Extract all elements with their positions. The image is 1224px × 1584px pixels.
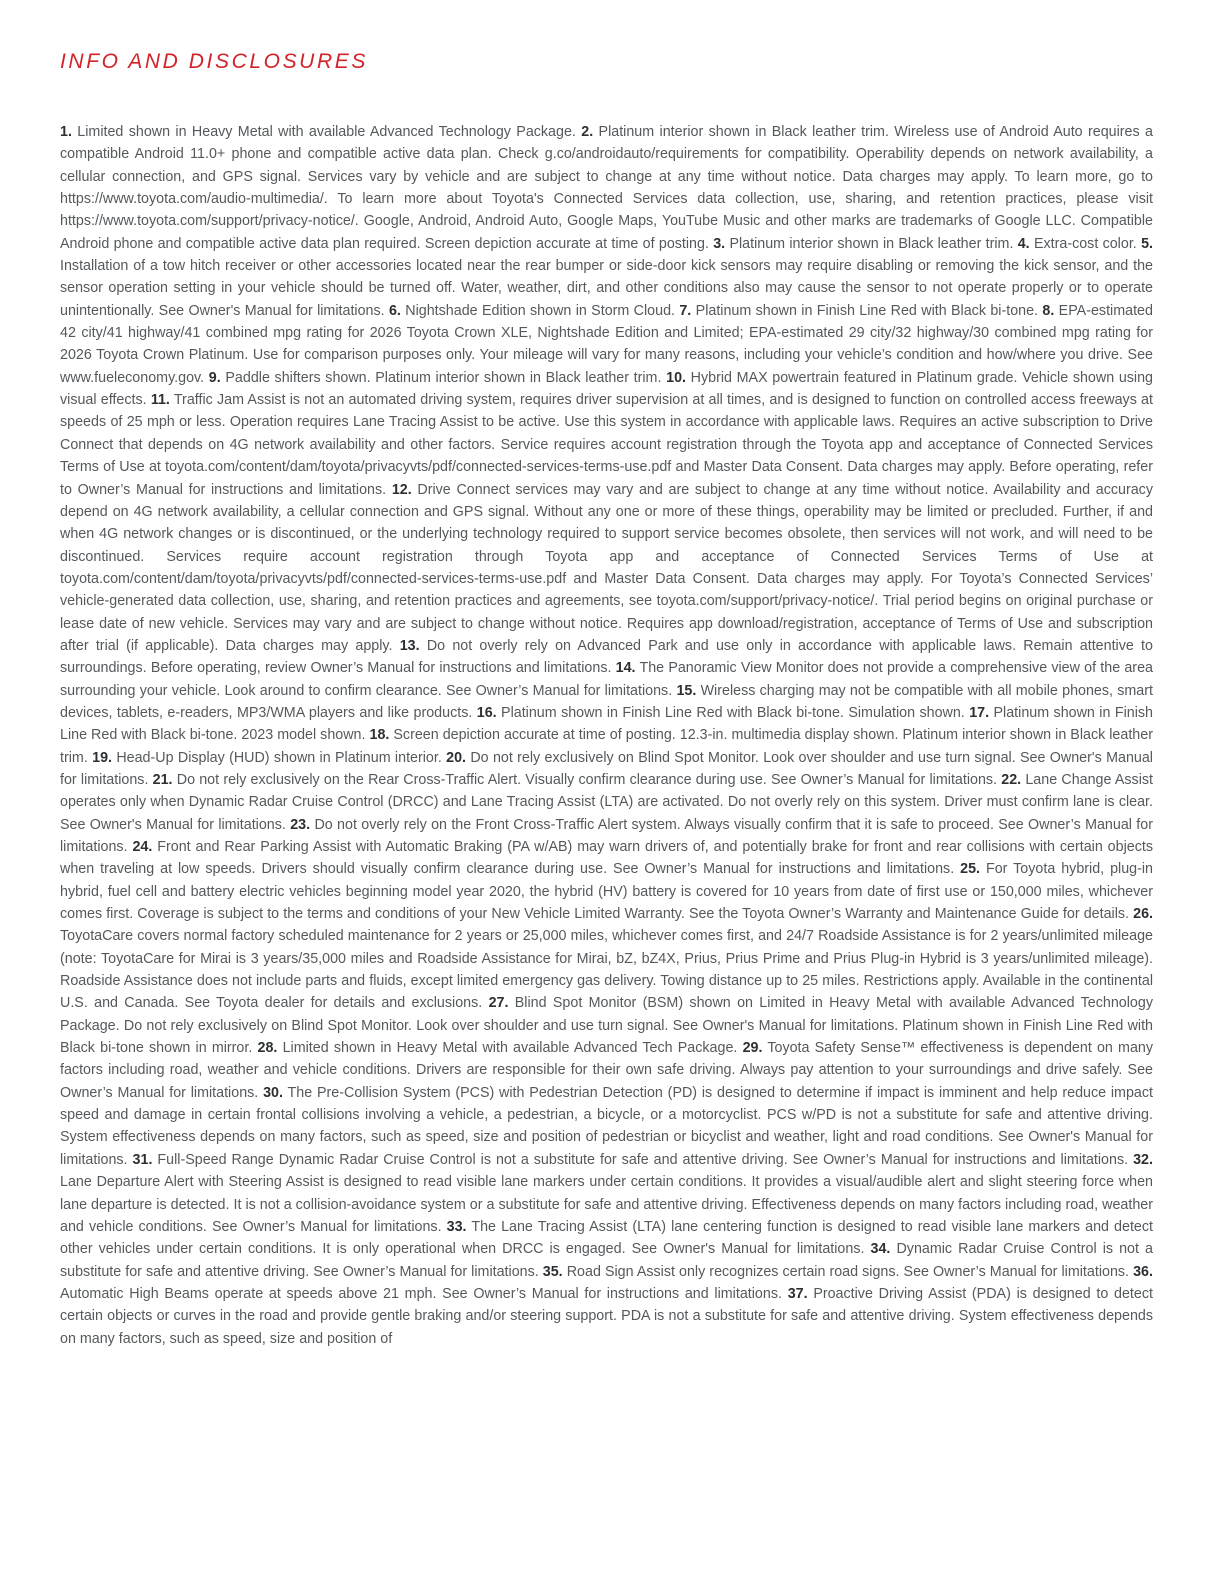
footnote-number: 21. xyxy=(152,771,173,788)
footnote-text: Platinum shown in Finish Line Red with Black bi-tone. Simulation shown. xyxy=(501,704,965,721)
footnote-number: 19. xyxy=(92,749,112,766)
footnote-number: 13. xyxy=(399,637,420,654)
footnote-text: Extra-cost color. xyxy=(1033,235,1137,252)
footnote-number: 8. xyxy=(1042,302,1055,319)
footnote-number: 27. xyxy=(488,995,509,1012)
footnote-number: 3. xyxy=(713,235,726,252)
disclosure-text xyxy=(60,121,1153,1350)
footnote-text: EPA-estimated 42 city/41 highway/41 combined mpg rating for 2026 Toyota Crown XLE, Nightshade Edition and Limited; EPA-estimated 29 city/32 highway/30 combined mpg rating for 2026 Toyota Crown Platinum. Use for comparison purposes only. Your mileage will vary for many reasons, including your vehicle’s condition and how/where you drive. See www.fueleconomy.gov. xyxy=(60,302,1153,386)
footnote-number: 28. xyxy=(257,1040,278,1057)
footnote-number: 25. xyxy=(960,861,981,878)
footnote-text: Platinum interior shown in Black leather trim. Wireless use of Android Auto requires a compatible Android 11.0+ phone and compatible active data plan. Check g.co/androidauto/requirements for compatibility. Operability depends on network availability, a cellular connection, and GPS signal. Services vary by vehicle and are subject to change at any time without notice. Data charges may apply. To learn more, go to https://www.toyota.com/audio-multimedia/. To learn more about Toyota's Connected Services data collection, use, sharing, and retention practices, please visit https://www.toyota.com/support/privacy-notice/. Google, Android, Android Auto, Google Maps, YouTube Music and other marks are trademarks of Google LLC. Compatible Android phone and compatible active data plan required. Screen depiction accurate at time of posting. xyxy=(60,124,1153,252)
footnote-text: Limited shown in Heavy Metal with available Advanced Tech Package. xyxy=(282,1040,738,1057)
footnote-number: 12. xyxy=(391,481,412,498)
footnote-text: Wireless charging may not be compatible with all mobile phones, smart devices, tablets, e-readers, MP3/WMA players and like products. xyxy=(60,682,1153,721)
footnote-text: Screen depiction accurate at time of posting. 12.3-in. multimedia display shown. Platinum interior shown in Black leather trim. xyxy=(60,727,1153,766)
footnote-number: 10. xyxy=(666,369,686,386)
footnote-number: 29. xyxy=(742,1040,763,1057)
footnote-number: 18. xyxy=(369,727,390,744)
footnote-number: 22. xyxy=(1001,771,1022,788)
footnote-number: 31. xyxy=(132,1151,153,1168)
footnote-text: Proactive Driving Assist (PDA) is designed to detect certain objects or curves in the road and provide gentle braking and/or steering support. PDA is not a substitute for safe and attentive driving. System effectiveness depends on many factors, such as speed, size and position of xyxy=(60,1285,1153,1347)
footnote-text: ToyotaCare covers normal factory scheduled maintenance for 2 years or 25,000 miles, whichever comes first, and 24/7 Roadside Assistance is for 2 years/unlimited mileage (note: ToyotaCare for Mirai is 3 years/35,000 miles and Roadside Assistance for Mirai, bZ, bZ4X, Prius, Prius Prime and Prius Plug-in Hybrid is 3 years/unlimited mileage). Roadside Assistance does not include parts and fluids, except limited emergency gas delivery. Towing distance up to 25 miles. Restrictions apply. Available in the continental U.S. and Canada. See Toyota dealer for details and exclusions. xyxy=(60,928,1153,1012)
footnote-number: 37. xyxy=(787,1285,808,1302)
footnote-text: Platinum shown in Finish Line Red with Black bi-tone. xyxy=(695,302,1039,319)
footnote-text: The Panoramic View Monitor does not provide a comprehensive view of the area surrounding your vehicle. Look around to confirm clearance. See Owner’s Manual for limitations. xyxy=(60,660,1153,699)
footnote-number: 35. xyxy=(542,1263,563,1280)
footnote-text: Lane Departure Alert with Steering Assist is designed to read visible lane markers under certain conditions. It provides a visual/audible alert and slight steering force when lane departure is detected. It is not a collision-avoidance system or a substitute for safe and attentive driving. Effectiveness depends on many factors including road, weather and vehicle conditions. See Owner’s Manual for limitations. xyxy=(60,1174,1153,1235)
footnote-number: 7. xyxy=(679,302,692,319)
footnote-number: 32. xyxy=(1133,1151,1153,1168)
footnote-number: 15. xyxy=(676,682,697,699)
footnote-text: Traffic Jam Assist is not an automated driving system, requires driver supervision at all times, and is designed to function on controlled access freeways at speeds of 25 mph or less. Operation requires Lane Tracing Assist to be active. Use this system in accordance with applicable laws. Requires an active subscription to Drive Connect that depends on 4G network availability and other factors. Service requires account registration through the Toyota app and acceptance of Connected Services Terms of Use at toyota.com/content/dam/toyota/privacyvts/pdf/connected-services-terms-use.pdf and Master Data Consent. Data charges may apply. Before operating, refer to Owner’s Manual for instructions and limitations. xyxy=(60,392,1153,498)
footnote-number: 5. xyxy=(1141,235,1153,252)
footnote-text: The Lane Tracing Assist (LTA) lane centering function is designed to read visible lane markers and detect other vehicles under certain conditions. It is only operational when DRCC is engaged. See Owner's Manual for limitations. xyxy=(60,1218,1154,1258)
footnote-text: For Toyota hybrid, plug-in hybrid, fuel cell and battery electric vehicles beginning model year 2020, the hybrid (HV) battery is covered for 10 years from date of first use or 150,000 miles, whichever comes first. Coverage is subject to the terms and conditions of your New Vehicle Limited Warranty. See the Toyota Owner’s Warranty and Maintenance Guide for details. xyxy=(60,861,1154,923)
footnote-number: 36. xyxy=(1133,1263,1153,1280)
footnote-number: 11. xyxy=(150,392,170,409)
footnote-text: Automatic High Beams operate at speeds above 21 mph. See Owner’s Manual for instructions and limitations. xyxy=(60,1285,782,1302)
footnote-text: Blind Spot Monitor (BSM) shown on Limited in Heavy Metal with available Advanced Technology Package. Do not rely exclusively on Blind Spot Monitor. Look over shoulder and use turn signal. See Owner's Manual for limitations. Platinum shown in Finish Line Red with Black bi-tone shown in mirror. xyxy=(60,995,1153,1057)
footnote-number: 24. xyxy=(132,839,153,855)
footnote-text: Lane Change Assist operates only when Dynamic Radar Cruise Control (DRCC) and Lane Tracing Assist (LTA) are activated. Do not overly rely on this system. Driver must confirm lane is clear. See Owner's Manual for limitations. xyxy=(60,771,1154,833)
footnote-number: 1. xyxy=(60,124,72,140)
footnote-text: Do not rely exclusively on the Rear Cross-Traffic Alert. Visually confirm clearance during use. See Owner’s Manual for limitations. xyxy=(176,771,998,788)
footnote-text: Toyota Safety Sense™ effectiveness is dependent on many factors including road, weather and vehicle conditions. Drivers are responsible for their own safe driving. Always pay attention to your surroundings and drive safely. See Owner’s Manual for limitations. xyxy=(60,1040,1154,1101)
footnote-text: Installation of a tow hitch receiver or other accessories located near the rear bumper or side-door kick sensors may require disabling or removing the kick sensor, and the sensor operation setting in your vehicle should be turned off. Water, weather, dirt, and other conditions also may cause the sensor to not operate properly or to operate unintentionally. See Owner's Manual for limitations. xyxy=(60,258,1153,319)
footnote-text: Do not overly rely on the Front Cross-Traffic Alert system. Always visually confirm that it is safe to proceed. See Owner’s Manual for limitations. xyxy=(60,816,1153,855)
footnote-number: 26. xyxy=(1133,906,1153,923)
footnote-number: 20. xyxy=(446,749,467,766)
footnote-number: 33. xyxy=(446,1218,467,1235)
footnote-text: Do not rely exclusively on Blind Spot Monitor. Look over shoulder and use turn signal. See Owner's Manual for limitations. xyxy=(60,749,1153,788)
footnote-number: 23. xyxy=(290,816,311,833)
footnote-text: Hybrid MAX powertrain featured in Platinum grade. Vehicle shown using visual effects. xyxy=(60,369,1153,409)
footnote-number: 6. xyxy=(388,302,401,319)
footnote-number: 16. xyxy=(476,704,497,721)
footnote-text: Road Sign Assist only recognizes certain road signs. See Owner’s Manual for limitations. xyxy=(566,1263,1130,1280)
footnote-text: Paddle shifters shown. Platinum interior shown in Black leather trim. xyxy=(225,369,662,386)
footnote-number: 4. xyxy=(1017,235,1030,252)
footnote-text: Full-Speed Range Dynamic Radar Cruise Control is not a substitute for safe and attentive driving. See Owner’s Manual for instructions and limitations. xyxy=(157,1151,1129,1168)
footnote-number: 2. xyxy=(581,124,594,140)
page-title: INFO AND DISCLOSURES xyxy=(60,50,368,73)
footnote-text: The Pre-Collision System (PCS) with Pedestrian Detection (PD) is designed to determine if impact is imminent and help reduce impact speed and damage in certain frontal collisions involving a vehicle, a pedestrian, a bicycle, or a motorcyclist. PCS w/PD is not a substitute for safe and attentive driving. System effectiveness depends on many factors, such as speed, size and position of pedestrian or bicyclist and weather, light and road conditions. See Owner's Manual for limitations. xyxy=(60,1084,1153,1168)
footnote-number: 30. xyxy=(263,1084,283,1101)
footnote-text: Nightshade Edition shown in Storm Cloud. xyxy=(405,302,675,319)
footnote-text: Platinum shown in Finish Line Red with Black bi-tone. 2023 model shown. xyxy=(60,704,1153,744)
footnote-number: 34. xyxy=(870,1241,891,1258)
footnote-number: 17. xyxy=(969,704,990,721)
footnote-text: Limited shown in Heavy Metal with available Advanced Technology Package. xyxy=(77,124,576,140)
footnote-text: Front and Rear Parking Assist with Automatic Braking (PA w/AB) may warn drivers of, and potentially brake for front and rear collisions with certain objects when traveling at low speeds. Drivers should visually confirm clearance during use. See Owner’s Manual for instructions and limitations. xyxy=(60,839,1153,878)
footnote-number: 14. xyxy=(615,660,636,677)
footnote-text: Head-Up Display (HUD) shown in Platinum interior. xyxy=(116,749,442,766)
footnote-text: Platinum interior shown in Black leather trim. xyxy=(729,235,1014,252)
footnote-number: 9. xyxy=(208,369,221,386)
footnote-text: Dynamic Radar Cruise Control is not a substitute for safe and attentive driving. See Owner’s Manual for limitations. xyxy=(60,1241,1153,1280)
footnote-text: Drive Connect services may vary and are subject to change at any time without notice. Availability and accuracy depend on 4G network availability, a cellular connection and GPS signal. Without any one or more of these things, operability may be limited or precluded. Further, if and when 4G network changes or is discontinued, or the underlying technology required to support service becomes obsolete, then services will not work, and will need to be discontinued. Services require account registration through Toyota app and acceptance of Connected Services Terms of Use at toyota.com/content/dam/toyota/privacyvts/pdf/connected-services-terms-use.pdf and Master Data Consent. Data charges may apply. For Toyota’s Connected Services’ vehicle-generated data collection, use, sharing, and retention practices and agreements, see toyota.com/support/privacy-notice/. Trial period begins on original purchase or lease date of new vehicle. Services may vary and are subject to change without notice. Requires app download/registration, acceptance of Terms of Use and subscription after trial (if applicable). Data charges may apply. xyxy=(60,481,1153,654)
footnote-text: Do not overly rely on Advanced Park and use only in accordance with applicable laws. Remain attentive to surroundings. Before operating, review Owner’s Manual for instructions and limitations. xyxy=(60,637,1153,677)
